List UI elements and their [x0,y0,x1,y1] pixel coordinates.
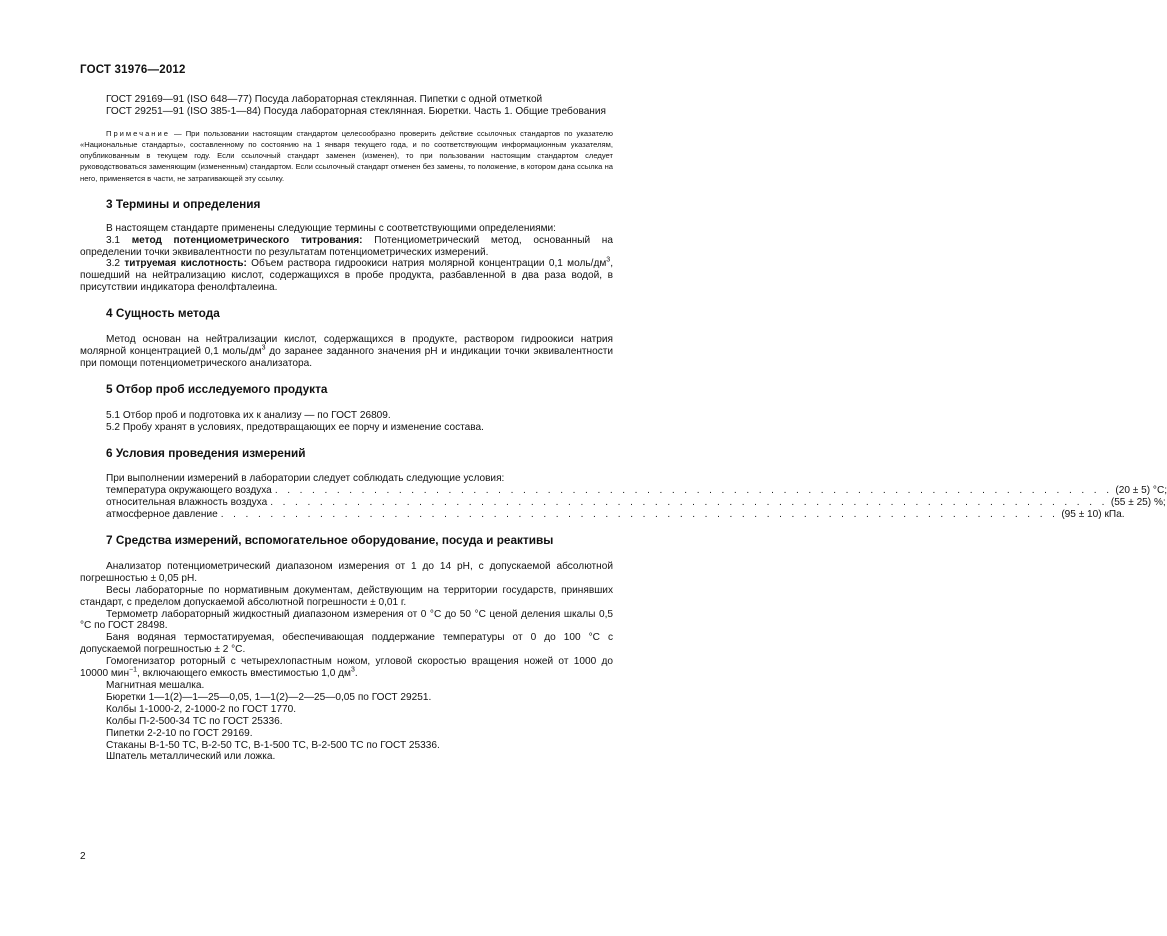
reference-gost-29169: ГОСТ 29169—91 (ISO 648—77) Посуда лабораторная стеклянная. Пипетки с одной отметкой [106,94,543,105]
term-3-1-definition: Потенциометрический метод, основанный на определении точки эквивалентности по результатам потенциометрических измерений. [80,234,613,258]
section-4-text-a: Метод основан на нейтрализации кислот, содержащихся в продукте, раствором гидроокиси натрия молярной концентрацией 0,1 моль/дм [80,334,613,357]
equipment-scales: Весы лабораторные по нормативным документам, действующим на территории государств, принявших стандарт, с пределом допускаемой абсолютной погрешности ± 0,01 г. [80,584,613,608]
note-label: Примечание [106,128,170,138]
term-3-1-name: метод потенциометрического титрования: [131,234,363,246]
equipment-flasks-2: Колбы П-2-500-34 ТС по ГОСТ 25336. [106,715,283,727]
condition-pressure [80,509,1125,521]
term-3-2-superscript: 3 [606,257,611,265]
equipment-pipettes: Пипетки 2-2-10 по ГОСТ 29169. [106,727,253,739]
condition-value: (95 ± 10) кПа. [1061,509,1125,521]
term-3-1 [80,235,613,259]
section-4-superscript: 3 [261,344,266,352]
condition-label: атмосферное давление [106,509,218,521]
homogenizer-superscript-1: −1 [129,666,138,674]
reference-gost-29251: ГОСТ 29251—91 (ISO 385-1—84) Посуда лабораторная стеклянная. Бюретки. Часть 1. Общие требования [106,105,606,117]
term-3-2-number: 3.2 [106,258,125,270]
equipment-spatula: Шпатель металлический или ложка. [106,751,276,763]
condition-value: (20 ± 5) °С; [1115,485,1167,497]
condition-label: температура окружающего воздуха [106,485,272,497]
section-4-heading: 4 Сущность метода [106,306,220,321]
leader-dots: . . . . . . . . . . . . . . . . . . . . . . . . . . . . . . . . . . . . . . . . . . . . . . . . . . . . . . . . . . . . . . . . . . . . [220,509,1059,521]
equipment-homogenizer [80,656,613,680]
homogenizer-text-a: Гомогенизатор роторный с четырехлопастным ножом, угловой скоростью вращения ножей от 1000 до 10000 мин [80,656,613,680]
page-header-standard-number: ГОСТ 31976—2012 [80,64,186,76]
term-3-2-definition-a: Объем раствора гидроокиси натрия молярной концентрации 0,1 моль/дм [246,258,607,270]
note-text: При пользовании настоящим стандартом целесообразно проверить действие ссылочных стандартов по указателю «Национальные стандарты», составленному по состоянию на 1 января текущего года, и по соответствующим информационным указателям, опубликованным в текущем году. Если ссылочный стандарт заменен (изменен), то при пользовании настоящим стандартом следует руководствоваться заменяющим (измененным) стандартом. Если ссылочный стандарт отменен без замены, то положение, в котором дана ссылка на него, применяется в части, не затрагивающей эту ссылку. [80,128,613,183]
equipment-magnetic-stirrer: Магнитная мешалка. [106,680,205,692]
term-3-1-number: 3.1 [106,234,132,246]
note-dash: — [169,128,186,138]
equipment-burettes: Бюретки 1—1(2)—1—25—0,05, 1—1(2)—2—25—0,05 по ГОСТ 29251. [106,691,432,703]
condition-humidity [80,497,1166,509]
section-6-intro: При выполнении измерений в лаборатории следует соблюдать следующие условия: [106,473,505,485]
term-3-2 [80,258,613,294]
section-4-text [80,334,613,370]
section-3-intro: В настоящем стандарте применены следующие термины с соответствующими определениями: [106,222,556,234]
section-3-heading: 3 Термины и определения [106,196,261,211]
condition-value: (55 ± 25) %; [1110,497,1166,509]
section-5-2: 5.2 Пробу хранят в условиях, предотвращающих ее порчу и изменение состава. [106,421,484,433]
section-5-heading: 5 Отбор проб исследуемого продукта [106,381,328,396]
equipment-thermometer: Термометр лабораторный жидкостный диапазоном измерения от 0 °С до 50 °С ценой деления шкалы 0,5 °С по ГОСТ 28498. [80,608,613,632]
section-4-text-b: до заранее заданного значения рН и индикации точки эквивалентности при помощи потенциометрического анализатора. [80,345,614,369]
homogenizer-text-b: , включающего емкость вместимостью 1,0 дм [137,668,351,680]
section-7-heading: 7 Средства измерений, вспомогательное оборудование, посуда и реактивы [106,533,554,548]
equipment-analyzer: Анализатор потенциометрический диапазоном измерения от 1 до 14 рН, с допускаемой абсолютной погрешностью ± 0,05 рН. [80,560,613,584]
leader-dots: . . . . . . . . . . . . . . . . . . . . . . . . . . . . . . . . . . . . . . . . . . . . . . . . . . . . . . . . . . . . . . . . . . . . [274,485,1113,497]
page-number: 2 [80,851,86,862]
equipment-water-bath: Баня водяная термостатируемая, обеспечивающая поддержание температуры от 0 до 100 °С с допускаемой погрешностью ± 2 °С. [80,632,613,656]
leader-dots: . . . . . . . . . . . . . . . . . . . . . . . . . . . . . . . . . . . . . . . . . . . . . . . . . . . . . . . . . . . . . . . . . . . . [270,497,1108,509]
section-5-1: 5.1 Отбор проб и подготовка их к анализу — по ГОСТ 26809. [106,409,391,421]
note-paragraph [80,128,613,184]
condition-temperature [80,485,1167,497]
equipment-flasks-1: Колбы 1-1000-2, 2-1000-2 по ГОСТ 1770. [106,703,297,715]
condition-label: относительная влажность воздуха [106,497,268,509]
document-body [80,94,1167,763]
term-3-2-definition-b: , пошедший на нейтрализацию кислот, содержащихся в пробе продукта, разбавленной в два раза водой, в присутствии индикатора фенолфталеина. [80,258,613,294]
term-3-2-name: титруемая кислотность: [124,258,247,270]
section-6-heading: 6 Условия проведения измерений [106,445,306,460]
homogenizer-text-c: . [354,668,358,680]
equipment-beakers: Стаканы В-1-50 ТС, В-2-50 ТС, В-1-500 ТС, В-2-500 ТС по ГОСТ 25336. [106,739,440,751]
homogenizer-superscript-2: 3 [350,666,355,674]
